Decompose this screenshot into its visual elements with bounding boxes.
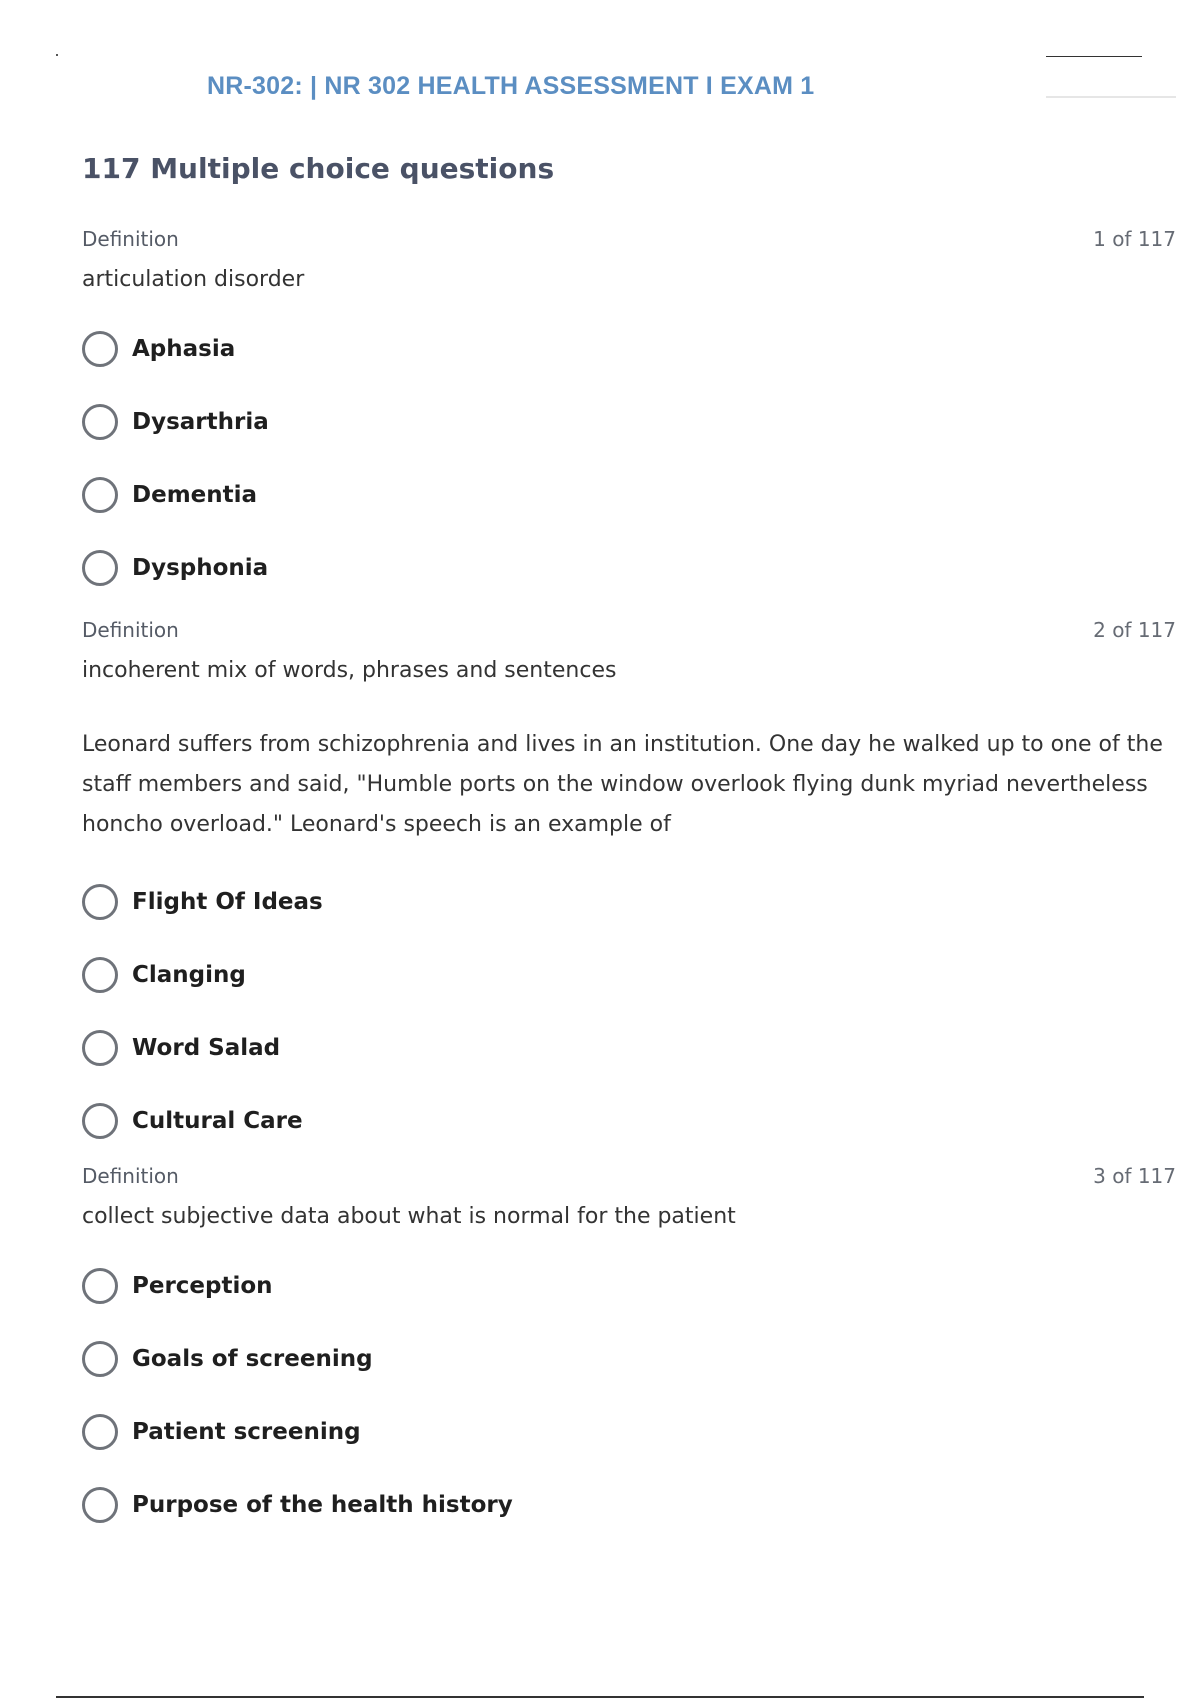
question-prompt: collect subjective data about what is normal for the patient	[82, 1204, 736, 1229]
decorative-rule	[1046, 56, 1142, 57]
answer-option[interactable]	[82, 938, 1176, 1011]
question-header	[82, 1164, 1176, 1194]
radio-circle-icon[interactable]	[82, 550, 118, 586]
answer-option[interactable]	[82, 312, 1176, 385]
question-type-label: Definition	[82, 618, 179, 642]
answer-option[interactable]	[82, 1011, 1176, 1084]
radio-circle-icon[interactable]	[82, 1341, 118, 1377]
question-header	[82, 618, 1176, 648]
answer-option[interactable]	[82, 1322, 1176, 1395]
radio-circle-icon[interactable]	[82, 884, 118, 920]
answer-option[interactable]	[82, 1468, 1176, 1541]
answer-option[interactable]	[82, 1249, 1176, 1322]
question-type-label: Definition	[82, 227, 179, 251]
answer-options	[82, 312, 1176, 604]
question-counter: 3 of 117	[1093, 1164, 1176, 1188]
answer-option-label: Purpose of the health history	[132, 1491, 513, 1518]
answer-option[interactable]	[82, 531, 1176, 604]
answer-option-label: Perception	[132, 1272, 273, 1299]
answer-option-label: Word Salad	[132, 1034, 281, 1061]
question-counter: 2 of 117	[1093, 618, 1176, 642]
radio-circle-icon[interactable]	[82, 957, 118, 993]
question-header	[82, 227, 1176, 257]
answer-option-label: Flight Of Ideas	[132, 888, 323, 915]
answer-option-label: Dysarthria	[132, 408, 269, 435]
answer-option-label: Dysphonia	[132, 554, 269, 581]
answer-option[interactable]	[82, 385, 1176, 458]
quiz-title: 117 Multiple choice questions	[82, 152, 555, 185]
answer-options	[82, 865, 1176, 1157]
question-scenario: Leonard suffers from schizophrenia and lives in an institution. One day he walked up to one of the staff members and said, "Humble ports on the window overlook flying dunk myriad nevertheless honcho overload." Leonard's speech is an example of	[82, 732, 1163, 837]
answer-option[interactable]	[82, 458, 1176, 531]
question-type-label: Definition	[82, 1164, 179, 1188]
question-counter: 1 of 117	[1093, 227, 1176, 251]
question-prompt: incoherent mix of words, phrases and sentences	[82, 658, 617, 683]
radio-circle-icon[interactable]	[82, 1414, 118, 1450]
document-header: NR-302: | NR 302 HEALTH ASSESSMENT I EXAM 1	[207, 72, 815, 100]
answer-options	[82, 1249, 1176, 1541]
answer-option-label: Cultural Care	[132, 1107, 303, 1134]
radio-circle-icon[interactable]	[82, 404, 118, 440]
decorative-dot	[56, 54, 58, 56]
footer-rule	[56, 1696, 1144, 1698]
answer-option[interactable]	[82, 1395, 1176, 1468]
answer-option-label: Goals of screening	[132, 1345, 373, 1372]
answer-option[interactable]	[82, 1084, 1176, 1157]
question-card	[82, 1164, 1176, 1541]
radio-circle-icon[interactable]	[82, 331, 118, 367]
radio-circle-icon[interactable]	[82, 1487, 118, 1523]
question-prompt: articulation disorder	[82, 267, 305, 292]
question-card	[82, 227, 1176, 604]
answer-option-label: Clanging	[132, 961, 246, 988]
radio-circle-icon[interactable]	[82, 1103, 118, 1139]
radio-circle-icon[interactable]	[82, 477, 118, 513]
answer-option-label: Dementia	[132, 481, 258, 508]
question-card	[82, 618, 1176, 1157]
radio-circle-icon[interactable]	[82, 1268, 118, 1304]
answer-option[interactable]	[82, 865, 1176, 938]
answer-option-label: Aphasia	[132, 335, 236, 362]
answer-option-label: Patient screening	[132, 1418, 361, 1445]
decorative-rule-light	[1046, 96, 1176, 98]
radio-circle-icon[interactable]	[82, 1030, 118, 1066]
